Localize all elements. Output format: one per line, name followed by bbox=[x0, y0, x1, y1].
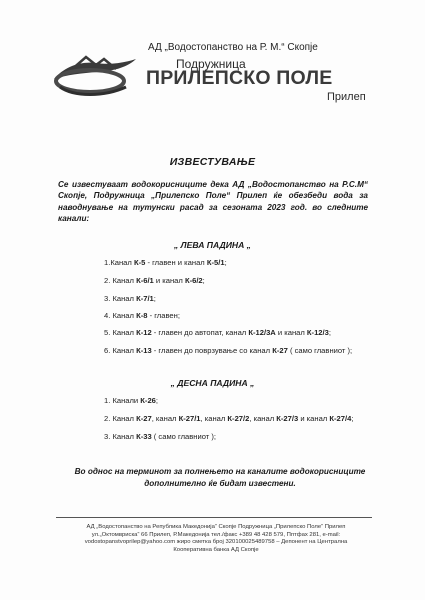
footer-line: ул.„Октомвриска“ 66 Прилеп, Р.Македонија тел./факс +389 48 428 579, Пптфах 281, e-mail: bbox=[91, 531, 341, 538]
canal-code: К-12/3 bbox=[306, 328, 329, 337]
canal-code: К-33 bbox=[136, 432, 152, 441]
item-prefix: 1. Канали bbox=[104, 396, 141, 405]
footer-line: vodostopanstvoprilep@yahoo.com жиро сметка број 320100025489758 – Депонент на Централна bbox=[84, 539, 348, 546]
canal-code: К-7/1 bbox=[136, 294, 154, 303]
brand-subtitle: Подружница bbox=[176, 57, 246, 71]
item-text: и канал bbox=[298, 414, 330, 423]
footer-line: Кооперативна банка АД Скопје bbox=[173, 546, 259, 553]
canal-code: К-12/3А bbox=[248, 328, 276, 337]
item-prefix: 2. Канал bbox=[104, 276, 137, 285]
item-suffix: ; bbox=[155, 396, 159, 405]
item-prefix: 5. Канал bbox=[104, 328, 137, 337]
footer-divider bbox=[56, 517, 372, 518]
item-text: - главен до поврзување со канал bbox=[151, 346, 273, 355]
left-item-3 bbox=[104, 294, 156, 303]
canal-code: К-6/2 bbox=[184, 276, 203, 285]
left-item-1 bbox=[104, 258, 227, 267]
item-prefix: 2. Канал bbox=[104, 414, 137, 423]
canal-code: К-13 bbox=[136, 346, 152, 355]
item-text: ( само главниот ); bbox=[151, 432, 217, 441]
intro-paragraph: Се известуваат водокорисниците дека АД „Водостопанство на Р.С.М“ Скопје, Подружница „Прилепско Поле“ Прилеп ќе обезбеди вода за наводнување на тутунски расад за сезоната 2023 год. во следните канали: bbox=[58, 180, 368, 224]
canal-code: К-27 bbox=[136, 414, 152, 423]
footer-line: АД „Водостопанство на Република Македонија“ Скопје Подружница „Прилепско Поле“ Прилеп bbox=[86, 524, 346, 530]
item-suffix: ; bbox=[202, 276, 205, 285]
item-text: , канал bbox=[151, 414, 179, 423]
canal-code: К-5/1 bbox=[206, 258, 225, 267]
item-text: ( само главниот ); bbox=[287, 346, 353, 355]
item-suffix: ; bbox=[328, 328, 331, 337]
closing-paragraph: Во однос на терминот за полнењето на каналите водокорисниците дополнително ќе бидат известени. bbox=[74, 467, 366, 488]
canal-code: К-27/1 bbox=[178, 414, 201, 423]
canal-code: К-26 bbox=[140, 396, 156, 405]
canal-code: К-12 bbox=[136, 328, 152, 337]
right-slope-heading: „ ДЕСНА ПАДИНА „ bbox=[170, 378, 255, 388]
item-text: - главен; bbox=[147, 311, 180, 320]
item-text: и канал bbox=[275, 328, 307, 337]
item-suffix: ; bbox=[224, 258, 227, 267]
left-item-4 bbox=[104, 311, 180, 320]
item-prefix: 3. Канал bbox=[104, 294, 137, 303]
item-text: , канал bbox=[249, 414, 277, 423]
right-item-1 bbox=[104, 396, 158, 405]
left-slope-heading: „ ЛЕВА ПАДИНА „ bbox=[174, 240, 251, 250]
item-prefix: 6. Канал bbox=[104, 346, 137, 355]
brand-city: Прилеп bbox=[327, 91, 366, 103]
left-item-6 bbox=[104, 346, 352, 355]
canal-code: К-5 bbox=[133, 258, 146, 267]
canal-code: К-27 bbox=[272, 346, 288, 355]
item-text: и канал bbox=[153, 276, 185, 285]
canal-code: К-27/2 bbox=[227, 414, 250, 423]
document-title: ИЗВЕСТУВАЊЕ bbox=[169, 156, 256, 168]
item-prefix: 4. Канал bbox=[104, 311, 137, 320]
canal-code: К-27/3 bbox=[276, 414, 299, 423]
organization-name: АД „Водостопанство на Р. М.“ Скопје bbox=[148, 42, 318, 53]
canal-code: К-27/4 bbox=[329, 414, 352, 423]
item-suffix: ; bbox=[351, 414, 354, 423]
item-suffix: ; bbox=[153, 294, 156, 303]
item-text: - главен и канал bbox=[145, 258, 207, 267]
left-item-5 bbox=[104, 328, 331, 337]
item-text: - главен до автопат, канал bbox=[151, 328, 249, 337]
item-text: , канал bbox=[200, 414, 228, 423]
brand-name: ПРИЛЕПСКО ПОЛЕ bbox=[146, 67, 333, 89]
left-item-2 bbox=[104, 276, 205, 285]
item-prefix: 1.Канал bbox=[104, 258, 134, 267]
mountain-swoosh-logo bbox=[50, 53, 140, 101]
right-item-3 bbox=[104, 432, 216, 441]
canal-code: К-6/1 bbox=[136, 276, 154, 285]
canal-code: К-8 bbox=[136, 311, 148, 320]
item-prefix: 3. Канал bbox=[104, 432, 137, 441]
right-item-2 bbox=[104, 414, 353, 423]
footer bbox=[56, 524, 376, 554]
